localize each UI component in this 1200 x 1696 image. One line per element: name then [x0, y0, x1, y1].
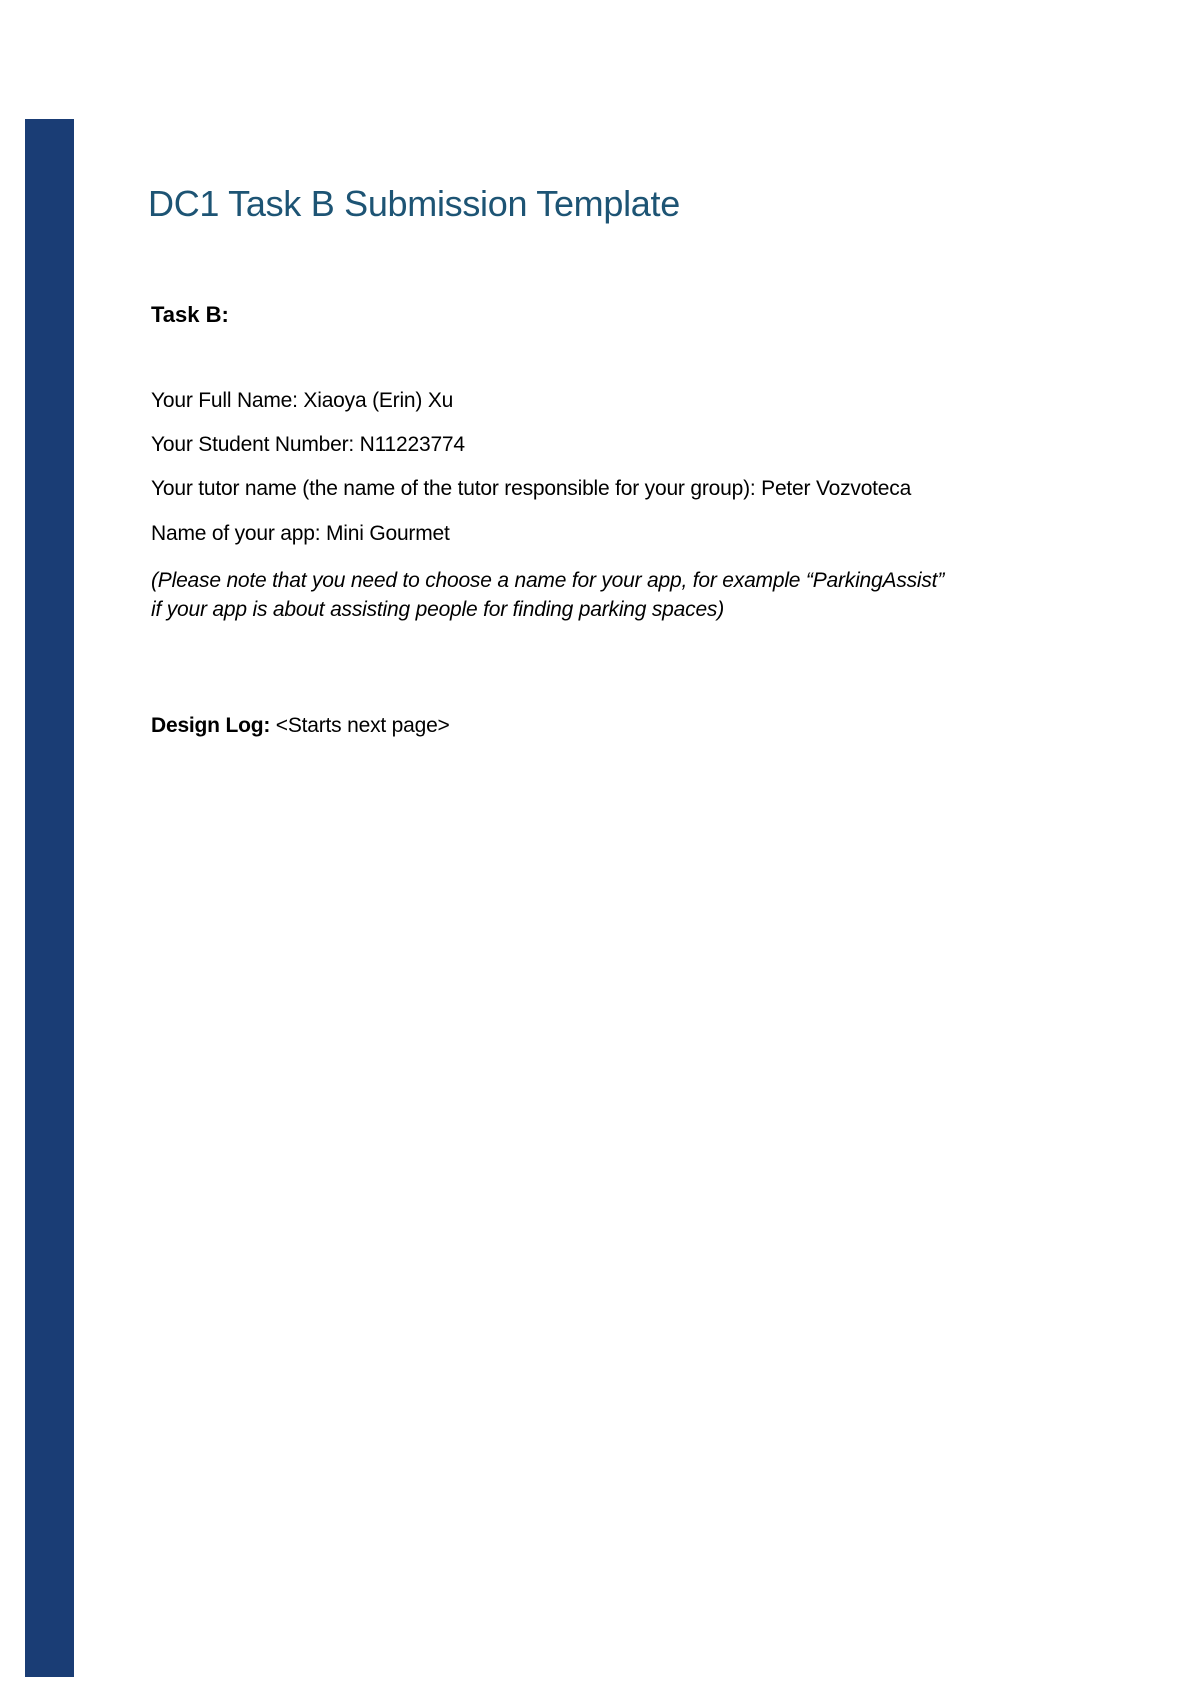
- design-log-value: <Starts next page>: [270, 714, 450, 737]
- design-log-label: Design Log:: [151, 714, 271, 737]
- app-name-line: Name of your app: Mini Gourmet: [151, 522, 450, 545]
- full-name-line: Your Full Name: Xiaoya (Erin) Xu: [151, 389, 454, 412]
- note-line-1: (Please note that you need to choose a name for your app, for example “ParkingAssist”: [151, 569, 945, 592]
- app-name-note: [151, 566, 1081, 624]
- note-line-2: if your app is about assisting people for finding parking spaces): [151, 598, 725, 621]
- task-b-heading: Task B:: [151, 302, 229, 327]
- tutor-name-line: Your tutor name (the name of the tutor responsible for your group): Peter Vozvoteca: [151, 477, 912, 500]
- document-title: DC1 Task B Submission Template: [148, 183, 680, 224]
- student-number-line: Your Student Number: N11223774: [151, 433, 465, 456]
- decorative-side-bar: [25, 119, 74, 1677]
- design-log-line: [151, 714, 450, 738]
